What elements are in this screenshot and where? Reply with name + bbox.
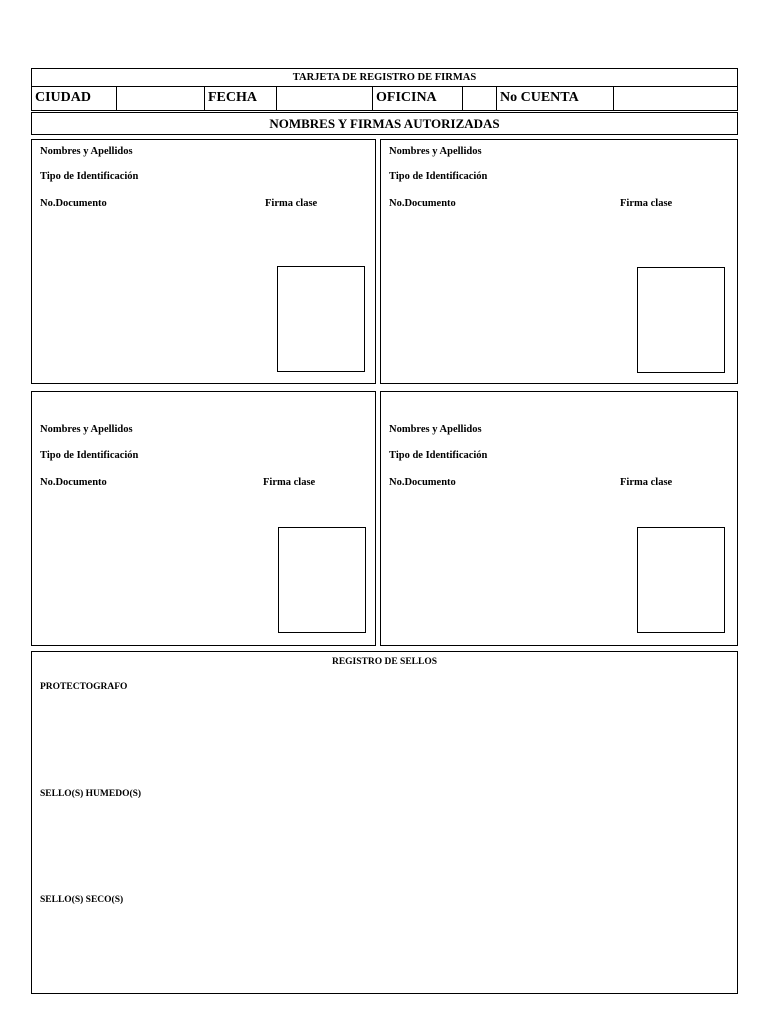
- signatory-box-4: [380, 391, 738, 646]
- protectografo-label: PROTECTOGRAFO: [40, 682, 128, 692]
- header-row: [31, 87, 738, 111]
- signatory-box-3: [31, 391, 376, 646]
- wet-seal-label: SELLO(S) HUMEDO(S): [40, 789, 142, 799]
- name-label: Nombres y Apellidos: [389, 424, 482, 435]
- document-label: No.Documento: [389, 198, 456, 209]
- signature-label: Firma clase: [620, 198, 673, 209]
- signature-label: Firma clase: [620, 477, 673, 488]
- seal-registry-title: REGISTRO DE SELLOS: [331, 657, 438, 667]
- oficina-field[interactable]: [462, 87, 496, 110]
- name-label: Nombres y Apellidos: [389, 146, 482, 157]
- section-title: NOMBRES Y FIRMAS AUTORIZADAS: [31, 112, 738, 135]
- id-type-label: Tipo de Identificación: [40, 171, 139, 182]
- dry-seal-label: SELLO(S) SECO(S): [40, 895, 124, 905]
- name-label: Nombres y Apellidos: [40, 424, 133, 435]
- ciudad-label: CIUDAD: [35, 90, 91, 105]
- signature-box[interactable]: [277, 266, 365, 372]
- signature-label: Firma clase: [265, 198, 318, 209]
- document-label: No.Documento: [40, 477, 107, 488]
- id-type-label: Tipo de Identificación: [389, 171, 488, 182]
- id-type-label: Tipo de Identificación: [389, 450, 488, 461]
- signatory-box-1: [31, 139, 376, 384]
- fecha-label: FECHA: [204, 87, 276, 110]
- card-title: TARJETA DE REGISTRO DE FIRMAS: [31, 68, 738, 87]
- seal-registry: [31, 651, 738, 994]
- signature-box[interactable]: [637, 267, 725, 373]
- ciudad-field[interactable]: [116, 87, 204, 110]
- oficina-label: OFICINA: [372, 87, 462, 110]
- fecha-field[interactable]: [276, 87, 372, 110]
- signature-box[interactable]: [278, 527, 366, 633]
- signatory-box-2: [380, 139, 738, 384]
- signature-box[interactable]: [637, 527, 725, 633]
- document-label: No.Documento: [389, 477, 456, 488]
- cuenta-field[interactable]: [613, 87, 737, 110]
- cuenta-label: No CUENTA: [496, 87, 613, 110]
- id-type-label: Tipo de Identificación: [40, 450, 139, 461]
- signature-label: Firma clase: [263, 477, 316, 488]
- document-label: No.Documento: [40, 198, 107, 209]
- name-label: Nombres y Apellidos: [40, 146, 133, 157]
